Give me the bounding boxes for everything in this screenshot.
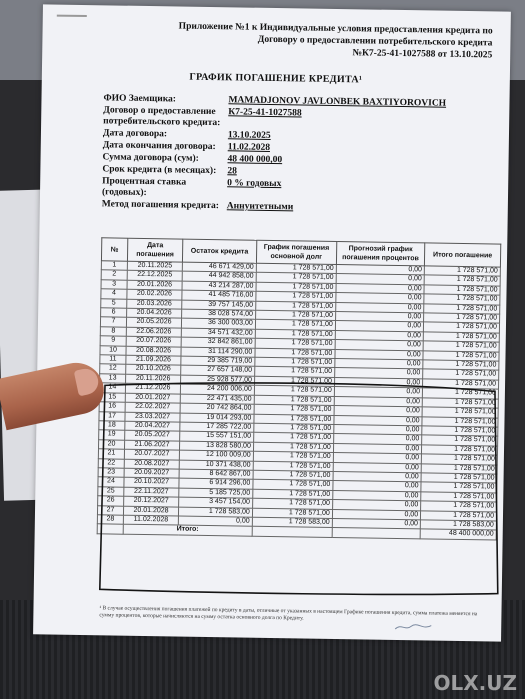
cell-number: 14: [99, 383, 125, 393]
staple-mark: [57, 13, 97, 20]
cell-principal: 1 728 571,00: [253, 442, 333, 453]
cell-number: 16: [99, 402, 125, 412]
appendix-line-3: №К7-25-41-1027588 от 13.10.2025: [352, 48, 493, 61]
cell-date: 20.02.2026: [127, 289, 182, 299]
cell-date: 20.04.2027: [125, 421, 180, 431]
cell-date: 22.12.2025: [127, 271, 182, 281]
cell-principal: 1 728 571,00: [255, 348, 335, 359]
cell-number: 8: [100, 327, 126, 337]
cell-date: 20.08.2027: [124, 459, 179, 469]
cell-balance: 46 671 429,00: [182, 262, 256, 273]
cell-total: 1 728 571,00: [422, 407, 498, 418]
cell-date: 22.11.2027: [124, 487, 179, 497]
cell-total: 1 728 571,00: [422, 435, 498, 446]
cell-total: 1 728 583,00: [420, 520, 496, 531]
cell-date: 23.03.2027: [125, 412, 180, 422]
cell-interest: 0,00: [333, 462, 421, 473]
header-date: Дата погашения: [127, 238, 182, 262]
cell-balance: 6 914 296,00: [179, 478, 253, 489]
cell-date: 21.06.2027: [124, 440, 179, 450]
cell-interest: 0,00: [333, 471, 421, 482]
cell-total: 1 728 571,00: [423, 332, 499, 343]
cell-total: 1 728 571,00: [421, 482, 497, 493]
cell-total: 1 728 571,00: [422, 445, 498, 456]
document-page: [33, 4, 511, 641]
cell-date: 22.02.2027: [125, 402, 180, 412]
cell-interest: 0,00: [334, 368, 422, 379]
field-value: 13.10.2025: [227, 130, 271, 141]
cell-interest: 0,00: [334, 377, 422, 388]
cell-total: 1 728 571,00: [422, 416, 498, 427]
field-value: 48 400 000,00: [227, 154, 283, 166]
cell-balance: 10 371 438,00: [179, 460, 253, 471]
cell-interest: 0,00: [336, 293, 424, 304]
cell-interest: 0,00: [335, 321, 423, 332]
cell-balance: 17 285 722,00: [180, 422, 254, 433]
cell-number: 19: [99, 430, 125, 440]
header-number: №: [101, 238, 127, 261]
cell-number: 2: [101, 270, 127, 280]
signature-scribble: [393, 622, 433, 633]
cell-principal: 1 728 571,00: [253, 433, 333, 444]
field-value: MAMADJONOV JAVLONBEK BAXTIYOROVICH: [228, 95, 447, 109]
signature: [393, 622, 433, 635]
cell-interest: 0,00: [332, 500, 420, 511]
cell-total: 1 728 571,00: [424, 266, 500, 277]
cell-principal: 1 728 571,00: [253, 489, 333, 500]
cell-interest: 0,00: [335, 312, 423, 323]
header-interest: Прогнозий график погашения процентов: [336, 242, 425, 266]
header-total: Итого погашение: [425, 243, 501, 267]
header-balance: Остаток кредита: [182, 239, 256, 263]
cell-interest: 0,00: [333, 434, 421, 445]
cell-date: 21.09.2026: [126, 355, 181, 365]
cell-principal: 1 728 571,00: [255, 329, 335, 340]
cell-balance: 39 757 145,00: [182, 300, 256, 311]
cell-date: 22.06.2026: [126, 327, 181, 337]
cell-interest: 0,00: [334, 387, 422, 398]
cell-number: 26: [98, 496, 124, 506]
cell-date: 20.01.2028: [123, 506, 178, 516]
cell-balance: 32 842 861,00: [181, 337, 255, 348]
cell-date: 20.07.2027: [124, 449, 179, 459]
cell-date: 20.11.2025: [127, 261, 182, 271]
field-value: К7-25-41-1027588: [228, 107, 302, 119]
cell-balance: 19 014 293,00: [180, 413, 254, 424]
field-label: ФИО Заемщика:: [103, 93, 177, 105]
cell-total: 1 728 571,00: [424, 304, 500, 315]
cell-balance: 36 300 003,00: [181, 319, 255, 330]
cell-number: 18: [99, 421, 125, 431]
field-value: Аннуитетными: [226, 201, 294, 213]
cell-interest: 0,00: [335, 349, 423, 360]
cell-principal: 1 728 571,00: [253, 461, 333, 472]
cell-number: 4: [101, 289, 127, 299]
cell-principal: 1 728 571,00: [254, 414, 334, 425]
cell-number: 10: [100, 345, 126, 355]
cell-balance: 12 100 009,00: [179, 450, 253, 461]
cell-number: 7: [100, 317, 126, 327]
cell-total: 1 728 571,00: [421, 463, 497, 474]
cell-balance: 13 828 580,00: [180, 441, 254, 452]
cell-number: 17: [99, 411, 125, 421]
schedule-title: ГРАФИК ПОГАШЕНИЕ КРЕДИТА¹: [189, 71, 363, 86]
footnote: ¹ В случае осуществления погашения платежей по кредиту в даты, отличные от указанных в настоящем Графике погашения кредита, сумма платежа меняется на сумму процентов, которые начисляются на сумму остатка основного долга по Кредиту.: [99, 605, 478, 622]
cell-interest: 0,00: [335, 330, 423, 341]
cell-principal: 1 728 571,00: [253, 480, 333, 491]
field-label: Срок кредита (в месяцах):: [102, 164, 217, 177]
cell-total: 1 728 571,00: [422, 388, 498, 399]
cell-date: 20.11.2026: [126, 374, 181, 384]
cell-number: 22: [98, 458, 124, 468]
cell-balance: 3 457 154,00: [179, 497, 253, 508]
cell-interest: 0,00: [335, 340, 423, 351]
cell-total: 1 728 571,00: [421, 454, 497, 465]
appendix-line-1: Приложение №1 к Индивидуальные условия предоставления кредита по: [178, 21, 493, 37]
cell-date: 20.09.2027: [124, 468, 179, 478]
cell-number: 21: [98, 449, 124, 459]
cell-number: 6: [101, 308, 127, 318]
cell-balance: 8 642 867,00: [179, 469, 253, 480]
cell-total: 1 728 571,00: [423, 360, 499, 371]
cell-principal: 1 728 571,00: [254, 395, 334, 406]
cell-interest: 0,00: [334, 406, 422, 417]
cell-principal: 1 728 571,00: [256, 282, 336, 293]
cell-date: 20.10.2027: [124, 478, 179, 488]
cell-total: 1 728 571,00: [421, 510, 497, 521]
cell-number: 11: [100, 355, 126, 365]
cell-number: 25: [98, 487, 124, 497]
hand-drawn-marker-outline: [94, 377, 507, 603]
cell-total: 1 728 571,00: [423, 379, 499, 390]
cell-interest: 0,00: [334, 396, 422, 407]
cell-principal: 1 728 571,00: [254, 376, 334, 387]
cell-balance: 1 728 583,00: [178, 507, 252, 518]
header-principal: График погашения основной долг: [256, 240, 336, 264]
appendix-line-2: Договору о предоставлении потребительского кредита: [257, 34, 493, 49]
field-label: Метод погашения кредита:: [101, 199, 219, 212]
cell-date: 20.07.2026: [126, 336, 181, 346]
cell-total: 1 728 571,00: [424, 275, 500, 286]
cell-interest: 0,00: [335, 359, 423, 370]
cell-principal: 1 728 571,00: [255, 301, 335, 312]
cell-date: 20.01.2026: [127, 280, 182, 290]
cell-total: 1 728 571,00: [424, 313, 500, 324]
cell-balance: 29 385 719,00: [181, 356, 255, 367]
cell-interest: 0,00: [334, 415, 422, 426]
cell-interest: 0,00: [333, 453, 421, 464]
cell-total: 1 728 571,00: [424, 294, 500, 305]
cell-balance: 15 557 151,00: [180, 431, 254, 442]
cell-interest: 0,00: [333, 481, 421, 492]
cell-principal: 1 728 571,00: [252, 508, 332, 519]
cell-principal: 1 728 571,00: [256, 291, 336, 302]
watermark-logo: OLX.UZ: [433, 671, 517, 695]
cell-total: 1 728 571,00: [422, 426, 498, 437]
field-label: Дата окончания договора:: [102, 140, 216, 153]
cell-number: 20: [99, 440, 125, 450]
cell-total: 1 728 571,00: [423, 322, 499, 333]
cell-interest: 0,00: [336, 283, 424, 294]
cell-principal: 1 728 571,00: [255, 310, 335, 321]
field-label: Процентная ставка (годовых):: [101, 176, 187, 199]
cell-date: 20.03.2026: [127, 299, 182, 309]
cell-date: 20.01.2027: [125, 393, 180, 403]
cell-balance: 44 942 858,00: [182, 271, 256, 282]
cell-date: 20.08.2026: [126, 346, 181, 356]
cell-balance: 41 485 716,00: [182, 290, 256, 301]
cell-total: 1 728 571,00: [424, 285, 500, 296]
cell-interest: 0,00: [334, 424, 422, 435]
cell-balance: 34 571 432,00: [181, 328, 255, 339]
contract-fields: [102, 93, 446, 216]
cell-total: 1 728 571,00: [422, 398, 498, 409]
cell-total: 1 728 571,00: [423, 369, 499, 380]
cell-date: 20.12.2027: [124, 496, 179, 506]
cell-date: 20.10.2026: [126, 365, 181, 375]
cell-date: 20.04.2026: [127, 308, 182, 318]
cell-interest: 0,00: [333, 443, 421, 454]
cell-number: 27: [97, 505, 123, 515]
cell-interest: 0,00: [336, 274, 424, 285]
field-value: 28: [227, 166, 237, 177]
cell-principal: 1 728 571,00: [254, 423, 334, 434]
cell-interest: 0,00: [335, 302, 423, 313]
cell-balance: 38 028 574,00: [182, 309, 256, 320]
cell-principal: 1 728 571,00: [255, 320, 335, 331]
cell-principal: 1 728 571,00: [252, 498, 332, 509]
cell-number: 5: [101, 298, 127, 308]
cell-number: 9: [100, 336, 126, 346]
field-value: 11.02.2028: [227, 142, 271, 153]
cell-principal: 1 728 571,00: [253, 470, 333, 481]
cell-number: 28: [97, 515, 123, 525]
field-label: Сумма договора (сум):: [102, 152, 199, 164]
cell-principal: 1 728 571,00: [256, 273, 336, 284]
cell-balance: 31 114 290,00: [181, 347, 255, 358]
cell-interest: 0,00: [336, 265, 424, 276]
cell-number: 24: [98, 477, 124, 487]
fingernail: [74, 366, 101, 396]
cell-number: 23: [98, 468, 124, 478]
cell-principal: 1 728 571,00: [254, 386, 334, 397]
field-value: 0 % годовых: [227, 178, 282, 190]
field-label: Дата договора:: [102, 128, 168, 140]
cell-balance: 0,00: [178, 516, 252, 527]
cell-balance: 5 185 725,00: [179, 488, 253, 499]
field-label: Договор о предоставление потребительского кредита:: [103, 105, 221, 129]
cell-date: 21.12.2026: [125, 383, 180, 393]
cell-total: 1 728 571,00: [421, 492, 497, 503]
cell-interest: 0,00: [332, 518, 420, 529]
cell-total: 1 728 571,00: [423, 341, 499, 352]
cell-interest: 0,00: [333, 490, 421, 501]
cell-principal: 1 728 571,00: [254, 367, 334, 378]
cell-balance: 25 928 577,00: [181, 375, 255, 386]
cell-principal: 1 728 571,00: [255, 357, 335, 368]
cell-number: 12: [100, 364, 126, 374]
cell-balance: 43 214 287,00: [182, 281, 256, 292]
cell-principal: 1 728 571,00: [255, 338, 335, 349]
cell-number: 15: [99, 392, 125, 402]
cell-principal: 1 728 571,00: [254, 404, 334, 415]
cell-balance: 27 657 148,00: [181, 366, 255, 377]
cell-balance: 22 471 435,00: [180, 394, 254, 405]
total-label: Итого:: [123, 525, 252, 536]
cell-number: 13: [100, 374, 126, 384]
cell-number: 1: [101, 261, 127, 271]
cell-balance: 24 200 006,00: [180, 384, 254, 395]
cell-principal: 1 728 571,00: [256, 263, 336, 274]
cell-principal: 1 728 583,00: [252, 517, 332, 528]
appendix-header: [132, 20, 493, 62]
cell-principal: 1 728 571,00: [253, 451, 333, 462]
cell-interest: 0,00: [332, 509, 420, 520]
cell-number: 3: [101, 280, 127, 290]
cell-total: 1 728 571,00: [423, 351, 499, 362]
cell-balance: 20 742 864,00: [180, 403, 254, 414]
cell-total: 1 728 571,00: [421, 501, 497, 512]
cell-date: 11.02.2028: [123, 515, 178, 525]
cell-date: 20.05.2026: [126, 318, 181, 328]
total-value: 48 400 000,00: [420, 529, 496, 540]
cell-total: 1 728 571,00: [421, 473, 497, 484]
cell-date: 20.05.2027: [125, 431, 180, 441]
